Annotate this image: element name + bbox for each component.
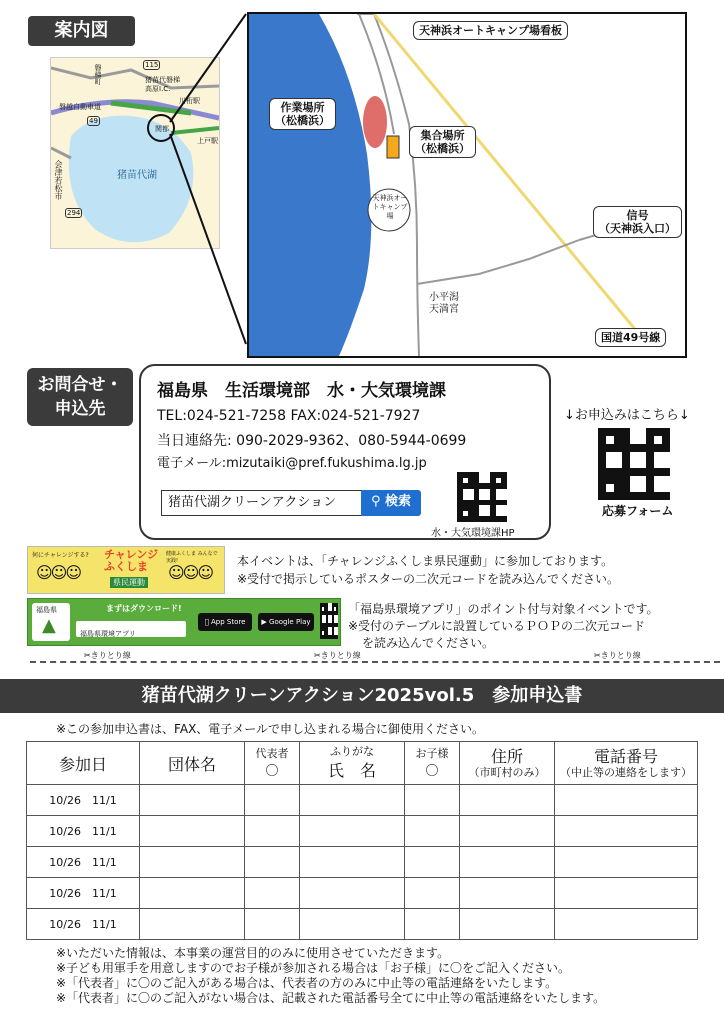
- cut-label-1: [82, 650, 133, 661]
- table-row: [27, 816, 698, 847]
- contact-box: [139, 364, 551, 540]
- search-icon: ⚲: [370, 494, 381, 509]
- footnote-3: ※「代表者」に〇のご記入がある場合は、代表者の方のみに中止等の電話連絡をいたします。: [56, 976, 558, 990]
- scissors-icon: ✂: [84, 651, 91, 660]
- header-name-label: 氏 名: [327, 761, 376, 780]
- table-row: [27, 847, 698, 878]
- app-download-text: まずはダウンロード!: [106, 604, 182, 613]
- name-cell[interactable]: [300, 878, 405, 909]
- date-cell[interactable]: 10/26 11/1: [27, 878, 140, 909]
- app-name-box: [76, 621, 186, 637]
- overview-route-294: 294: [67, 209, 81, 217]
- camp-label: 天神浜オートキャンプ場: [372, 194, 408, 220]
- app-banner: [27, 598, 341, 646]
- form-title: 猪苗代湖クリーンアクション2025vol.5 参加申込書: [0, 679, 724, 713]
- play-icon: ▶: [261, 618, 267, 626]
- address-cell[interactable]: [460, 785, 555, 816]
- hp-qr-code[interactable]: [457, 472, 507, 522]
- header-phone-label: 電話番号: [593, 746, 658, 766]
- header-child-label: お子様: [415, 747, 449, 760]
- banner-top-text: 何にチャレンジする?: [32, 552, 89, 559]
- cut-line: [30, 661, 720, 663]
- form-note: ※この参加申込書は、FAX、電子メールで申し込まれる場合に御使用ください。: [56, 722, 485, 736]
- same-day-contact: 当日連絡先: 090-2029-9362、080-5944-0699: [157, 433, 467, 449]
- overview-place-7: 会津若松市: [54, 160, 63, 200]
- group-cell[interactable]: [140, 909, 245, 940]
- meeting-site-callout: 集合場所 （松橋浜）: [409, 126, 476, 158]
- phone-cell[interactable]: [555, 909, 698, 940]
- header-address-sub: （市町村のみ）: [468, 765, 546, 779]
- name-cell[interactable]: [300, 909, 405, 940]
- app-qr-code[interactable]: [320, 603, 338, 639]
- footnote-4: ※「代表者」に〇のご記入がない場合は、記載された電話番号全てに中止等の電話連絡をいたします。: [56, 991, 606, 1005]
- date-cell[interactable]: 10/26 11/1: [27, 847, 140, 878]
- banner-title: チャレンジふくしま: [104, 548, 159, 573]
- name-cell[interactable]: [300, 785, 405, 816]
- tel-fax: TEL:024-521-7258 FAX:024-521-7927: [157, 408, 421, 424]
- group-cell[interactable]: [140, 816, 245, 847]
- contact-label: [27, 368, 133, 426]
- header-kana: ふりがな: [330, 745, 374, 758]
- scissors-icon: ✂: [314, 651, 321, 660]
- overview-lake-label: 猪苗代湖: [117, 170, 157, 181]
- overview-place-1: 磐梯町: [94, 64, 102, 85]
- cut-label-3: [592, 650, 643, 661]
- scissors-icon: ✂: [594, 651, 601, 660]
- challenge-text-2: ※受付で掲示しているポスターの二次元コードを読み込んでください。: [237, 572, 620, 586]
- footnote-1: ※いただいた情報は、本事業の運営目的のみに使用させていただきます。: [56, 946, 450, 960]
- header-phone: [555, 742, 698, 785]
- app-text-2: ※受付のテーブルに設置しているＰＯＰの二次元コード: [348, 619, 645, 633]
- rep-cell[interactable]: [245, 785, 300, 816]
- child-cell[interactable]: [405, 909, 460, 940]
- map-zoom-connector: [150, 10, 250, 350]
- map-section-label: 案内図: [28, 16, 135, 46]
- cut-label-text-2: きりとり線: [320, 651, 361, 660]
- child-cell[interactable]: [405, 878, 460, 909]
- group-cell[interactable]: [140, 878, 245, 909]
- group-cell[interactable]: [140, 785, 245, 816]
- banner-people-icon: ☺☺☺: [36, 563, 81, 582]
- header-child: [405, 742, 460, 785]
- address-cell[interactable]: [460, 909, 555, 940]
- overview-route-115: 115: [145, 61, 159, 69]
- org-name: 福島県 生活環境部 水・大気環境課: [157, 381, 446, 401]
- overview-place-4: 磐越自動車道: [59, 103, 101, 111]
- header-child-mark: 〇: [425, 764, 439, 779]
- header-representative: [245, 742, 300, 785]
- date-cell[interactable]: 10/26 11/1: [27, 909, 140, 940]
- name-cell[interactable]: [300, 816, 405, 847]
- contact-label-line2: 申込先: [54, 399, 106, 419]
- challenge-text-1: 本イベントは、「チャレンジふくしま県民運動」に参加しております。: [237, 554, 614, 568]
- cut-label-text-3: きりとり線: [600, 651, 641, 660]
- child-cell[interactable]: [405, 847, 460, 878]
- table-row: [27, 909, 698, 940]
- rep-cell[interactable]: [245, 909, 300, 940]
- application-table: [26, 741, 698, 940]
- date-cell[interactable]: 10/26 11/1: [27, 816, 140, 847]
- header-address-label: 住所: [490, 746, 523, 766]
- address-cell[interactable]: [460, 878, 555, 909]
- overview-place-2: 猪苗代磐梯高原I.C.: [145, 76, 180, 93]
- email: 電子メール:mizutaiki@pref.fukushima.lg.jp: [157, 456, 427, 471]
- header-phone-sub: （中止等の連絡をします）: [560, 765, 692, 779]
- rep-cell[interactable]: [245, 878, 300, 909]
- app-store-label: App Store: [207, 618, 243, 626]
- group-cell[interactable]: [140, 847, 245, 878]
- phone-cell[interactable]: [555, 816, 698, 847]
- google-play-label: Google Play: [269, 618, 311, 626]
- overview-place-5: 関都: [155, 125, 169, 133]
- app-pref-label: 福島県: [36, 606, 57, 614]
- table-header-row: [27, 742, 698, 785]
- overview-route-49: 49: [89, 117, 98, 125]
- footnote-2: ※子ども用軍手を用意しますのでお子様が参加される場合は「お子様」に〇をご記入ください。: [56, 961, 571, 975]
- header-date: 参加日: [27, 742, 140, 785]
- banner-people-icon-right: ☺☺☺: [168, 563, 213, 582]
- child-cell[interactable]: [405, 785, 460, 816]
- sign-callout: 天神浜オートキャンプ場看板: [413, 21, 568, 40]
- table-row: [27, 785, 698, 816]
- header-name: [300, 742, 405, 785]
- cut-label-2: [312, 650, 363, 661]
- detail-map: [247, 12, 687, 358]
- app-text-3: を読み込んでください。: [362, 636, 495, 650]
- hp-qr-caption: 水・大気環境課HP: [431, 528, 515, 539]
- search-input[interactable]: 猪苗代湖クリーンアクション: [161, 490, 363, 516]
- phone-cell[interactable]: [555, 785, 698, 816]
- rep-cell[interactable]: [245, 847, 300, 878]
- apply-qr-code[interactable]: [598, 428, 670, 500]
- apply-heading: ↓お申込みはこちら↓: [564, 408, 690, 423]
- form-footnotes: [56, 946, 605, 1006]
- route-49-callout: 国道49号線: [595, 328, 666, 347]
- overview-place-3: 川桁駅: [179, 97, 200, 105]
- phone-cell[interactable]: [555, 847, 698, 878]
- header-rep-mark: 〇: [265, 764, 279, 779]
- apply-qr-caption: 応募フォーム: [602, 504, 674, 518]
- cut-label-text-1: きりとり線: [90, 651, 131, 660]
- apple-icon: [205, 618, 209, 626]
- phone-cell[interactable]: [555, 878, 698, 909]
- overview-place-6: 上戸駅: [197, 137, 218, 145]
- signal-callout: 信号 （天神浜入口）: [593, 206, 682, 238]
- search-button-label: 検索: [385, 494, 412, 509]
- child-cell[interactable]: [405, 816, 460, 847]
- name-cell[interactable]: [300, 847, 405, 878]
- banner-sub: 県民運動: [110, 577, 148, 588]
- rep-cell[interactable]: [245, 816, 300, 847]
- google-play-button[interactable]: [258, 613, 314, 631]
- header-rep-label: 代表者: [255, 747, 289, 760]
- app-pref-logo: [32, 603, 70, 641]
- table-row: [27, 878, 698, 909]
- app-name: 福島県環境アプリ: [80, 630, 136, 638]
- banner-tag: 健康ふくしま みんなで実践!: [166, 551, 218, 564]
- date-cell[interactable]: 10/26 11/1: [27, 785, 140, 816]
- address-cell[interactable]: [460, 847, 555, 878]
- challenge-banner: [27, 546, 225, 594]
- shrine-label: 小平潟 天満宮: [429, 292, 459, 315]
- header-address: [460, 742, 555, 785]
- work-site-callout: 作業場所 （松橋浜）: [269, 98, 336, 130]
- header-group: 団体名: [140, 742, 245, 785]
- search-button[interactable]: [361, 490, 421, 516]
- contact-label-line1: お問合せ・: [37, 375, 123, 395]
- app-store-button[interactable]: [198, 613, 252, 631]
- tree-icon: ▲: [42, 615, 56, 636]
- address-cell[interactable]: [460, 816, 555, 847]
- app-text-1: 「福島県環境アプリ」のポイント付与対象イベントです。: [348, 602, 659, 616]
